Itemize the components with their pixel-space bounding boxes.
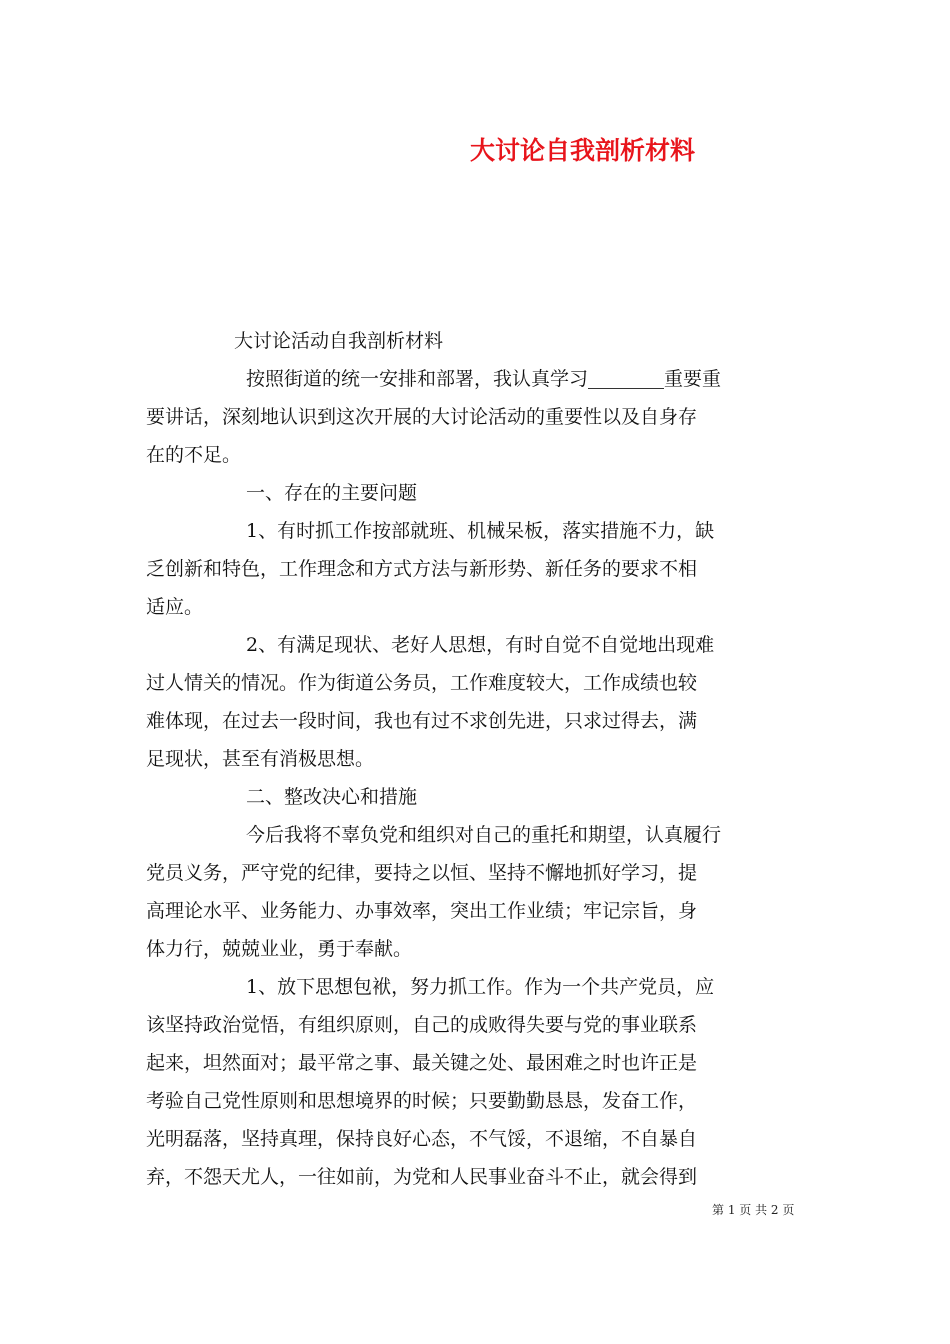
paragraph-line: 考验自己党性原则和思想境界的时候；只要勤勤恳恳，发奋工作，	[146, 1090, 698, 1112]
paragraph-line: 难体现，在过去一段时间，我也有过不求创先进，只求过得去，满	[146, 710, 698, 732]
paragraph-line: 适应。	[146, 596, 204, 618]
paragraph-line: 乏创新和特色，工作理念和方式方法与新形势、新任务的要求不相	[146, 558, 698, 580]
section-heading: 二、整改决心和措施	[246, 786, 418, 808]
paragraph-line: 起来，坦然面对；最平常之事、最关键之处、最困难之时也许正是	[146, 1052, 698, 1074]
paragraph-line: 1、有时抓工作按部就班、机械呆板，落实措施不力，缺	[246, 520, 715, 542]
paragraph-line: 过人情关的情况。作为街道公务员，工作难度较大，工作成绩也较	[146, 672, 698, 694]
paragraph-line: 体力行，兢兢业业，勇于奉献。	[146, 938, 413, 960]
paragraph-line: 光明磊落，坚持真理，保持良好心态，不气馁，不退缩，不自暴自	[146, 1128, 698, 1150]
page-number: 第 1 页 共 2 页	[712, 1203, 795, 1217]
document-body	[146, 322, 804, 1196]
section-heading: 一、存在的主要问题	[246, 482, 418, 504]
paragraph-line: 在的不足。	[146, 444, 242, 466]
paragraph-line: 高理论水平、业务能力、办事效率，突出工作业绩；牢记宗旨，身	[146, 900, 698, 922]
paragraph-line: 弃，不怨天尤人，一往如前，为党和人民事业奋斗不止，就会得到	[146, 1166, 698, 1188]
paragraph-line: 该坚持政治觉悟，有组织原则，自己的成败得失要与党的事业联系	[146, 1014, 698, 1036]
paragraph-line: 党员义务，严守党的纪律，要持之以恒、坚持不懈地抓好学习，提	[146, 862, 698, 884]
document-subtitle: 大讨论活动自我剖析材料	[234, 330, 444, 352]
fill-in-blank	[588, 366, 664, 389]
paragraph-line: 按照街道的统一安排和部署，我认真学习 重要重	[246, 368, 722, 390]
paragraph-line: 今后我将不辜负党和组织对自己的重托和期望，认真履行	[246, 824, 722, 846]
document-title: 大讨论自我剖析材料	[470, 136, 696, 165]
paragraph-line: 足现状，甚至有消极思想。	[146, 748, 375, 770]
paragraph-line: 要讲话，深刻地认识到这次开展的大讨论活动的重要性以及自身存	[146, 406, 698, 428]
paragraph-line: 2、有满足现状、老好人思想，有时自觉不自觉地出现难	[246, 634, 715, 656]
paragraph-line: 1、放下思想包袱，努力抓工作。作为一个共产党员，应	[246, 976, 715, 998]
